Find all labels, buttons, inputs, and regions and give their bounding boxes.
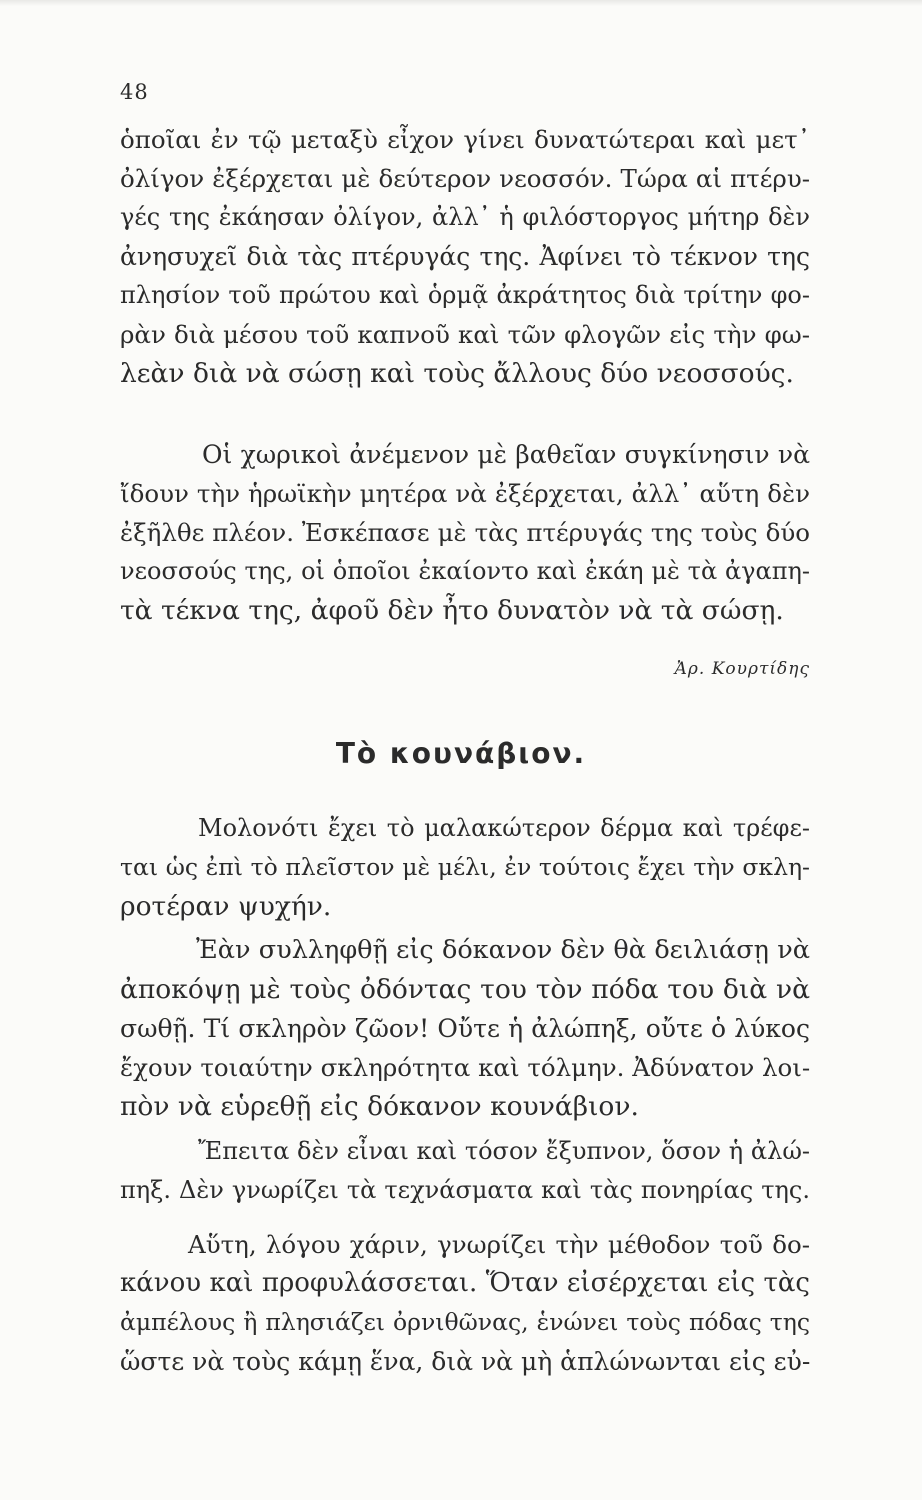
paragraph-5 [120, 1132, 810, 1210]
text-line: ἀμπέλους ἢ πλησιάζει ὀρνιθῶνας, ἑνώνει τοὺς πόδας της [120, 1308, 810, 1336]
text-line: τὰ τέκνα της, ἀφοῦ δὲν ἦτο δυνατὸν νὰ τὰ σώσῃ. [120, 595, 784, 626]
page-top-edge [0, 0, 922, 6]
text-line: πηξ. Δὲν γνωρίζει τὰ τεχνάσματα καὶ τὰς πονηρίας της. [120, 1176, 810, 1204]
text-line: ὥστε νὰ τοὺς κάμῃ ἕνα, διὰ νὰ μὴ ἁπλώνωνται εἰς εὐ- [120, 1347, 811, 1376]
text-line: λεὰν διὰ νὰ σώσῃ καὶ τοὺς ἄλλους δύο νεοσσούς. [120, 358, 794, 389]
text-line: ἀποκόψῃ μὲ τοὺς ὀδόντας του τὸν πόδα του διὰ νὰ [120, 974, 810, 1005]
section-title: Τὸ κουνάβιον. [335, 737, 587, 770]
text-line: πὸν νὰ εὑρεθῇ εἰς δόκανον κουνάβιον. [120, 1091, 639, 1122]
paragraph-1 [120, 120, 810, 393]
paragraph-6 [120, 1225, 810, 1381]
author-signature: Ἀρ. Κουρτίδης [674, 659, 810, 679]
paragraph-4 [120, 931, 810, 1126]
text-line: Αὕτη, λόγου χάριν, γνωρίζει τὴν μέθοδον τοῦ δο- [188, 1230, 810, 1259]
text-line: ροτέραν ψυχήν. [120, 891, 332, 922]
paragraph-2 [120, 435, 810, 630]
text-line: ται ὡς ἐπὶ τὸ πλεῖστον μὲ μέλι, ἐν τούτοις ἔχει τὴν σκλη- [120, 853, 810, 881]
text-line: ὁποῖαι ἐν τῷ μεταξὺ εἶχον γίνει δυνατώτεραι καὶ μετ᾽ [120, 125, 810, 154]
text-line: σωθῇ. Τί σκληρὸν ζῶον! Οὔτε ἡ ἀλώπηξ, οὔτε ὁ λύκος [120, 1014, 810, 1043]
text-line: Μολονότι ἔχει τὸ μαλακώτερον δέρμα καὶ τρέφε- [198, 814, 810, 842]
page-number: 48 [120, 80, 149, 104]
text-line: ἴδουν τὴν ἡρωϊκὴν μητέρα νὰ ἐξέρχεται, ἀλλ᾽ αὕτη δὲν [120, 479, 810, 508]
text-line: ἀνησυχεῖ διὰ τὰς πτέρυγάς της. Ἀφίνει τὸ τέκνον της [120, 242, 810, 271]
text-line: γές της ἐκάησαν ὀλίγον, ἀλλ᾽ ἡ φιλόστοργος μήτηρ δὲν [120, 203, 810, 231]
text-line: ἔχουν τοιαύτην σκληρότητα καὶ τόλμην. Ἀδύνατον λοι- [120, 1053, 811, 1082]
text-line: κάνου καὶ προφυλάσσεται. Ὅταν εἰσέρχεται εἰς τὰς [120, 1268, 810, 1298]
paragraph-3 [120, 809, 810, 926]
text-line: ἐξῆλθε πλέον. Ἐσκέπασε μὲ τὰς πτέρυγάς της τοὺς δύο [120, 518, 810, 547]
text-line: Ἔπειτα δὲν εἶναι καὶ τόσον ἔξυπνον, ὅσον ἡ ἀλώ- [198, 1137, 810, 1165]
text-line: Ἐὰν συλληφθῇ εἰς δόκανον δὲν θὰ δειλιάσῃ νὰ [196, 935, 810, 965]
text-line: ὀλίγον ἐξέρχεται μὲ δεύτερον νεοσσόν. Τώρα αἱ πτέρυ- [120, 164, 810, 193]
text-line: Οἱ χωρικοὶ ἀνέμενον μὲ βαθεῖαν συγκίνησιν νὰ [202, 440, 810, 469]
text-line: νεοσσούς της, οἱ ὁποῖοι ἐκαίοντο καὶ ἐκάη μὲ τὰ ἀγαπη- [120, 557, 810, 585]
text-line: ρὰν διὰ μέσου τοῦ καπνοῦ καὶ τῶν φλογῶν εἰς τὴν φω- [120, 320, 810, 349]
text-line: πλησίον τοῦ πρώτου καὶ ὁρμᾷ ἀκράτητος διὰ τρίτην φο- [120, 281, 810, 309]
